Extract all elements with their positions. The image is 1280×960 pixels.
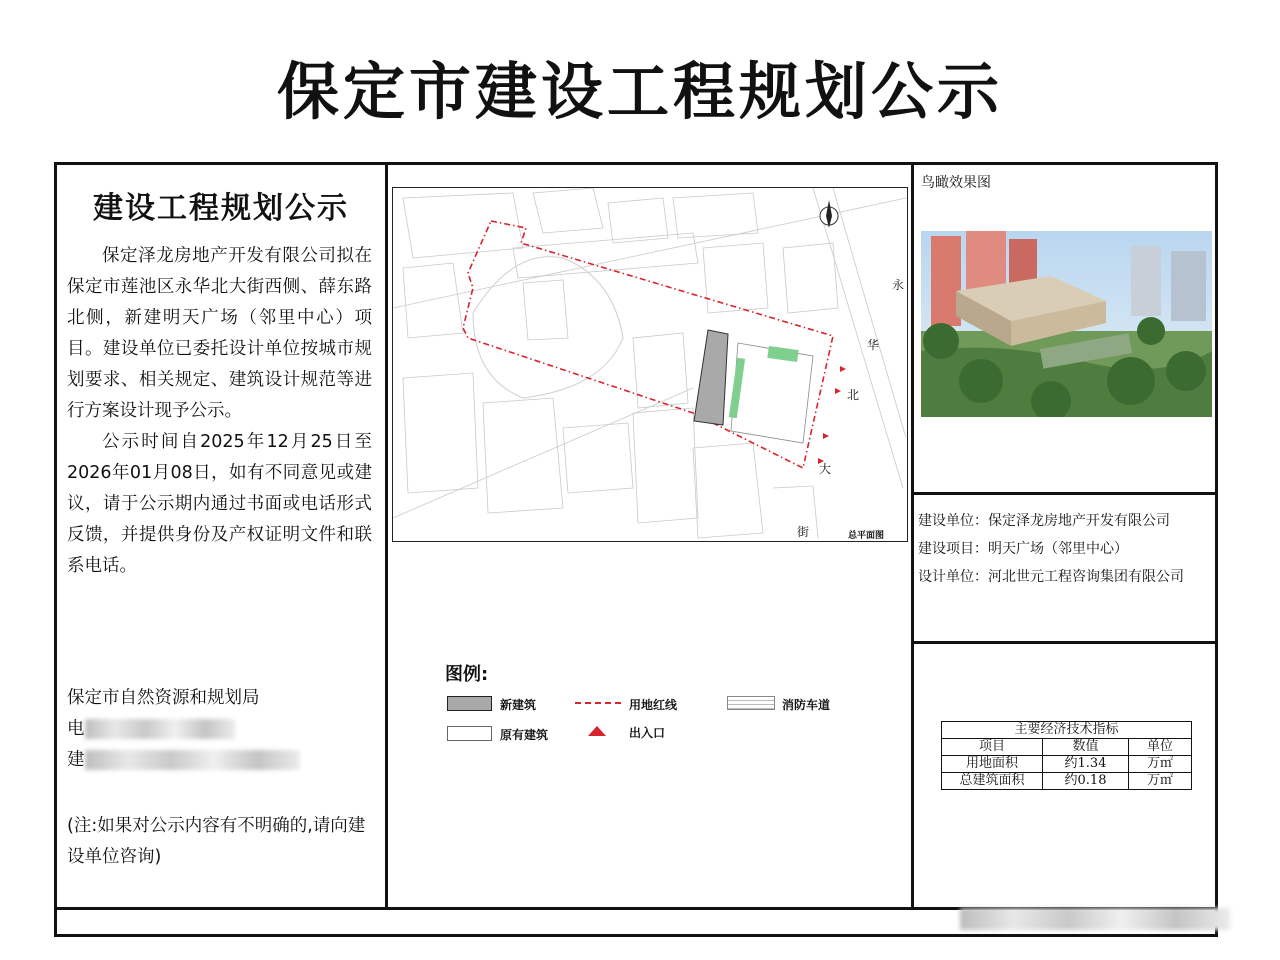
notice-body — [67, 241, 372, 582]
divider-right-2 — [914, 641, 1215, 644]
legend-redline-swatch — [575, 702, 621, 704]
redacted-phone — [85, 719, 235, 739]
consult-note: (注:如果对公示内容有不明确的,请向建设单位咨询) — [67, 816, 366, 867]
table-cell: 约1.34 — [1043, 756, 1129, 773]
redacted-address — [85, 750, 300, 770]
left-notice-panel — [57, 165, 385, 907]
notice-paragraph-2: 公示时间自2025年12月25日至2026年01月08日，如有不同意见或建议，请于公示期内通过书面或电话形式反馈，并提供身份及产权证明文件和联系电话。 — [67, 432, 372, 576]
site-plan-image — [392, 187, 908, 542]
legend-new-building-label: 新建筑 — [500, 698, 537, 712]
table-caption: 主要经济技术指标 — [942, 722, 1192, 739]
authority-block — [67, 683, 300, 776]
site-plan-label: 总平面图 — [848, 531, 885, 541]
designer-info: 设计单位：河北世元工程咨询集团有限公司 — [918, 569, 1184, 585]
tech-indicator-table — [941, 721, 1192, 790]
street-char-2: 华 — [867, 338, 880, 352]
builder-info: 建设单位：保定泽龙房地产开发有限公司 — [918, 513, 1170, 529]
legend-existing-building-swatch — [447, 726, 492, 741]
legend-fire-lane-swatch — [727, 696, 775, 710]
aerial-render-drawing — [921, 231, 1212, 417]
notice-paragraph-1: 保定泽龙房地产开发有限公司拟在保定市莲池区永华北大街西侧、薛东路北侧，新建明天广场（邻里中心）项目。建设单位已委托设计单位按城市规划要求、相关规定、建筑设计规范等进行方案设计现予公示。 — [67, 246, 372, 421]
table-header: 单位 — [1129, 739, 1192, 756]
street-char-3: 北 — [847, 388, 860, 402]
divider-left — [385, 165, 388, 910]
render-label: 鸟瞰效果图 — [921, 175, 991, 191]
table-cell: 总建筑面积 — [942, 773, 1043, 790]
site-plan-drawing — [393, 188, 906, 540]
address-prefix: 建 — [67, 750, 85, 770]
table-cell: 万㎡ — [1129, 773, 1192, 790]
notice-heading: 建设工程规划公示 — [93, 191, 349, 226]
page-title: 保定市建设工程规划公示 — [276, 55, 1003, 128]
table-row — [942, 756, 1192, 773]
table-cell: 用地面积 — [942, 756, 1043, 773]
authority-name: 保定市自然资源和规划局 — [67, 688, 260, 708]
street-char-5: 街 — [797, 525, 810, 539]
authority-phone — [67, 714, 300, 745]
legend — [445, 660, 865, 750]
legend-title: 图例: — [445, 664, 489, 685]
street-char-4: 大 — [819, 462, 832, 476]
legend-entrance-icon — [588, 726, 606, 736]
phone-prefix: 电 — [67, 719, 85, 739]
divider-right — [911, 165, 914, 910]
table-header: 数值 — [1043, 739, 1129, 756]
authority-address — [67, 745, 300, 776]
legend-entrance-label: 出入口 — [629, 726, 666, 740]
legend-new-building-swatch — [447, 696, 492, 711]
divider-right-1 — [914, 492, 1215, 495]
project-info: 建设项目：明天广场（邻里中心） — [918, 541, 1128, 557]
legend-fire-lane-label: 消防车道 — [782, 698, 831, 712]
table-cell: 约0.18 — [1043, 773, 1129, 790]
redacted-watermark — [960, 900, 1240, 938]
table-cell: 万㎡ — [1129, 756, 1192, 773]
legend-existing-building-label: 原有建筑 — [500, 728, 549, 742]
street-char-1: 永 — [892, 278, 905, 292]
table-row — [942, 773, 1192, 790]
legend-redline-label: 用地红线 — [629, 698, 678, 712]
table-header: 项目 — [942, 739, 1043, 756]
aerial-render-image — [921, 231, 1212, 417]
